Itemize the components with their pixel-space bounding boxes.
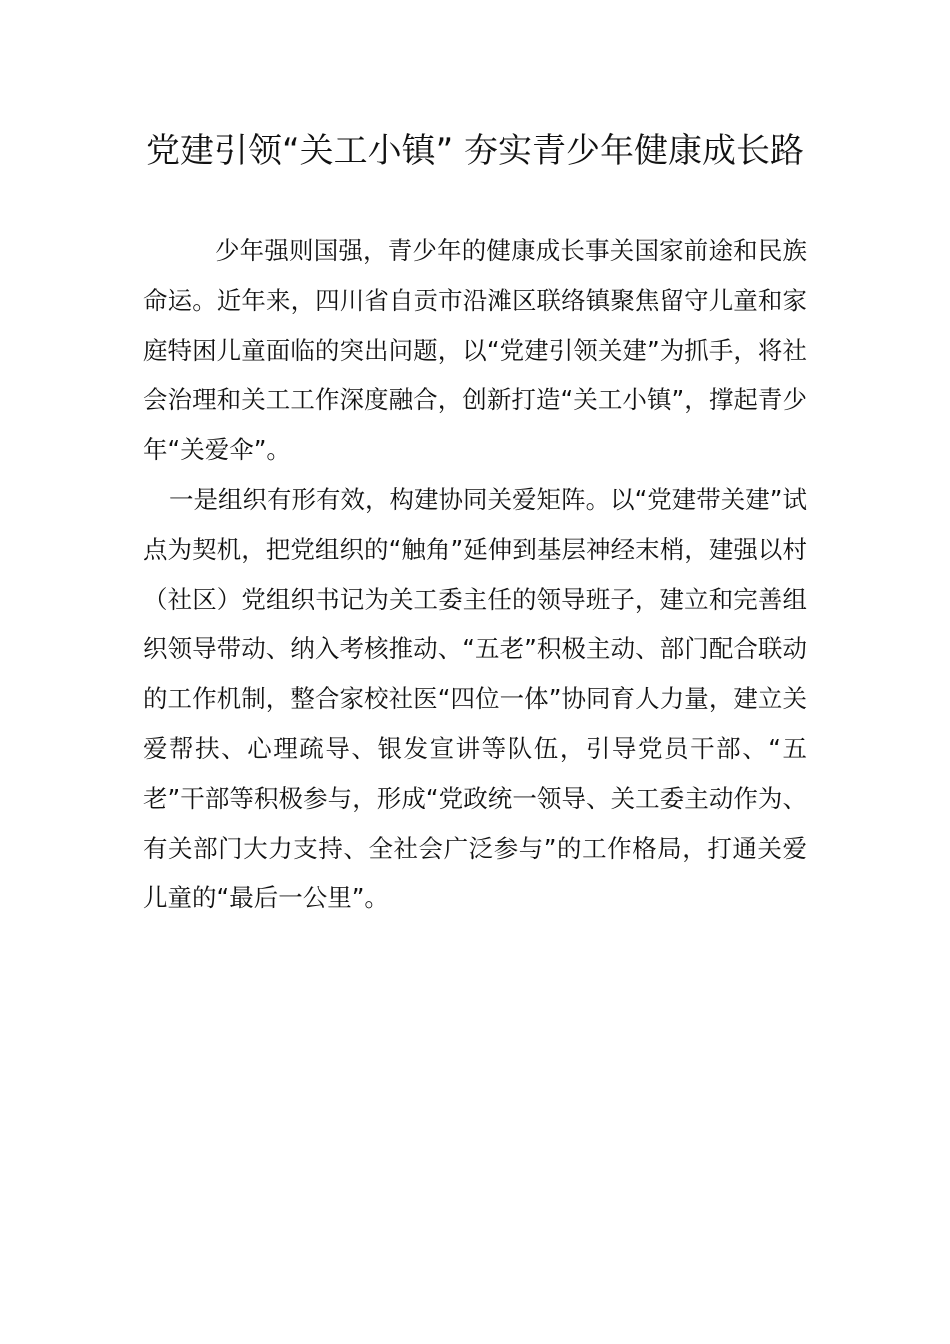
paragraph-intro: 少年强则国强，青少年的健康成长事关国家前途和民族命运。近年来，四川省自贡市沿滩区联络镇聚焦留守儿童和家庭特困儿童面临的突出问题，以“党建引领关建”为抓手，将社会治理和关工工作深度融合，创新打造“关工小镇”，撑起青少年“关爱伞”。 [143,236,807,465]
document-title: 党建引领“关工小镇” 夯实青少年健康成长路 [145,131,805,171]
paragraph-organization: 一是组织有形有效，构建协同关爱矩阵。以“党建带关建”试点为契机，把党组织的“触角”延伸到基层神经末梢，建强以村（社区）党组织书记为关工委主任的领导班子，建立和完善组织领导带动、纳入考核推动、“五老”积极主动、部门配合联动的工作机制，整合家校社医“四位一体”协同育人力量，建立关爱帮扶、心理疏导、银发宣讲等队伍，引导党员干部、“五老”干部等积极参与，形成“党政统一领导、关工委主动作为、有关部门大力支持、全社会广泛参与”的工作格局，打通关爱儿童的“最后一公里”。 [143,485,807,913]
